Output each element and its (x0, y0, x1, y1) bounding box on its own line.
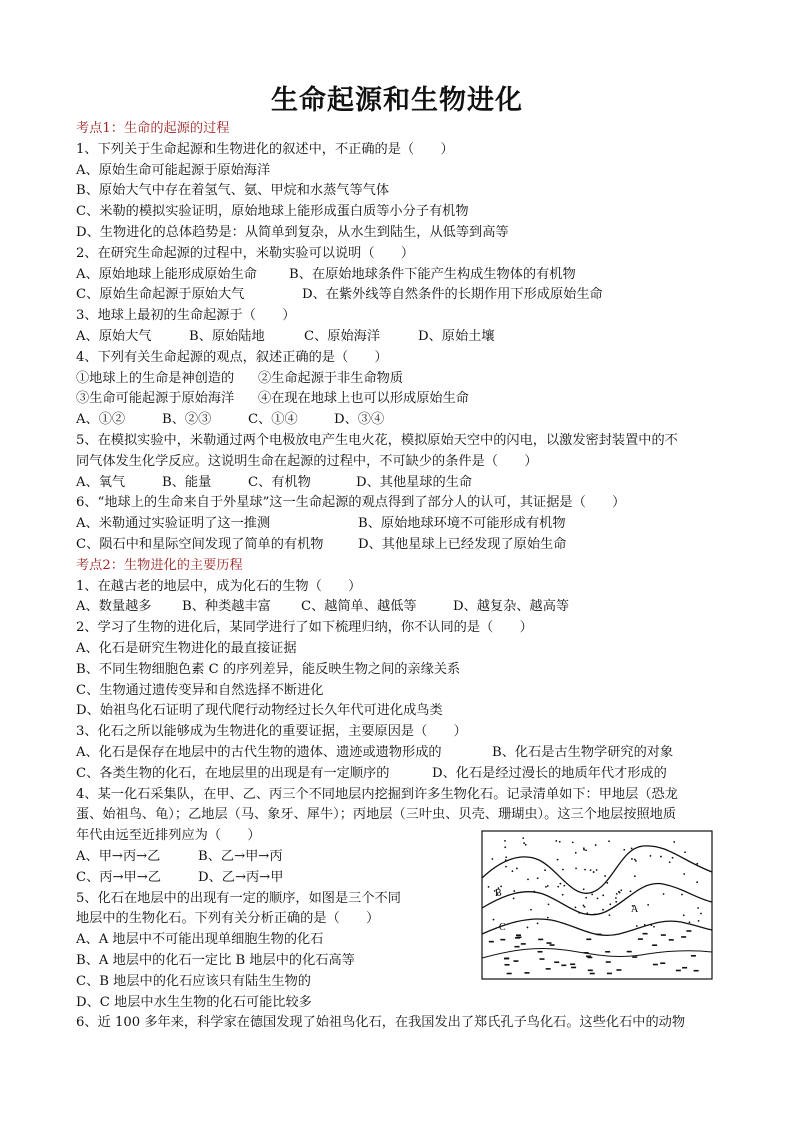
fossil-mark (504, 958, 509, 960)
answer-option: B、乙→甲→丙 (198, 849, 283, 864)
answer-option: A、甲→丙→乙 (76, 849, 161, 864)
question-line: 年代由远至近排列应为（ ） (76, 828, 261, 844)
fossil-mark (538, 951, 543, 953)
fossil-mark (627, 951, 632, 953)
answer-option: D、其他星球的生命 (356, 474, 473, 490)
fossil-mark (572, 841, 574, 843)
fossil-mark (588, 970, 593, 972)
fossil-mark (583, 888, 585, 890)
fossil-mark (608, 840, 610, 842)
answer-option: ③生命可能起源于原始海洋 (76, 391, 235, 407)
fossil-mark (623, 849, 625, 851)
fossil-mark (515, 946, 520, 948)
fossil-mark (545, 886, 547, 888)
question-line: C、生物通过遗传变异和自然选择不断进化 (76, 682, 324, 698)
fossil-mark (504, 846, 506, 848)
question-line: 同气体发生化学反应。这说明生命在起源的过程中，不可缺少的条件是（ ） (76, 453, 538, 469)
fossil-mark (527, 927, 529, 929)
fossil-mark (672, 857, 674, 859)
fossil-mark (583, 849, 585, 851)
fossil-mark (504, 840, 506, 842)
fossil-mark (700, 913, 702, 915)
question-line: D、C 地层中水生生物的化石可能比较多 (76, 994, 312, 1010)
fossil-mark (596, 869, 598, 871)
label-b: B (495, 888, 502, 899)
fossil-mark (584, 906, 586, 908)
fossil-mark (697, 907, 699, 909)
fossil-mark (561, 965, 566, 967)
fossil-mark (682, 967, 687, 969)
fossil-mark (516, 934, 521, 936)
fossil-mark (604, 875, 606, 877)
strata-figure (481, 830, 713, 980)
fossil-mark (500, 939, 505, 941)
fossil-mark (555, 840, 557, 842)
fossil-mark (636, 925, 638, 927)
fossil-mark (583, 905, 585, 907)
question-line: 1、在越古老的地层中，成为化石的生物（ ） (76, 578, 362, 594)
fossil-mark (681, 894, 683, 896)
fossil-mark (538, 939, 543, 941)
question-line: 4、下列有关生命起源的观点，叙述正确的是（ ） (76, 349, 388, 365)
fossil-mark (562, 869, 564, 871)
answer-option: D、③④ (334, 412, 385, 428)
answer-option: ④在现在地球上也可以形成原始生命 (258, 391, 469, 407)
fossil-mark (547, 885, 549, 887)
fossil-mark (537, 923, 539, 925)
label-a: A (631, 904, 639, 915)
answer-option: B、能量 (162, 474, 212, 490)
section-heading: 考点2：生物进化的主要历程 (76, 557, 243, 573)
answer-option: C、原始生命起源于原始大气 (76, 287, 245, 303)
fossil-mark (584, 952, 589, 954)
answer-option: D、化石是经过漫长的地质年代才形成的 (432, 765, 667, 781)
fossil-mark (691, 955, 696, 957)
question-line: 5、化石在地层中的出现有一定的顺序，如图是三个不同 (76, 890, 401, 906)
fossil-mark (559, 841, 561, 843)
answer-option: D、越复杂、越高等 (453, 599, 570, 615)
fossil-mark (524, 972, 529, 974)
question-line: C、B 地层中的化石应该只有陆生生物的 (76, 973, 311, 989)
fossil-mark (597, 897, 599, 899)
fossil-mark (650, 855, 652, 857)
answer-option: B、②③ (162, 412, 212, 428)
question-line: D、生物进化的总体趋势是：从简单到复杂，从水生到陆生，从低等到高等 (76, 225, 509, 240)
fossil-mark (522, 837, 524, 839)
question-line: 3、化石之所以能够成为生物进化的重要证据，主要原因是（ ） (76, 724, 467, 740)
question-line: B、A 地层中的化石一定比 B 地层中的化石高等 (76, 953, 355, 968)
fossil-mark (546, 942, 551, 944)
fossil-mark (533, 891, 535, 893)
figure-border (482, 831, 712, 979)
fossil-mark (615, 897, 617, 899)
fossil-mark (505, 866, 507, 868)
fossil-mark (595, 844, 597, 846)
fossil-mark (562, 894, 564, 896)
question-line: 蛋、始祖鸟、龟）；乙地层（马、象牙、犀牛）；丙地层（三叶虫、贝壳、珊瑚虫）。这三个地层按照地质 (76, 807, 677, 823)
fossil-mark (489, 941, 494, 943)
fossil-mark (647, 904, 649, 906)
question-line: B、不同生物细胞色素 C 的序列差异，能反映生物之间的亲缘关系 (76, 661, 461, 677)
fossil-mark (527, 878, 529, 880)
fossil-mark (546, 968, 551, 970)
answer-option: C、有机物 (248, 474, 311, 490)
fossil-mark (525, 844, 527, 846)
answer-option: C、丙→甲→乙 (76, 869, 161, 885)
answer-option: C、①④ (248, 412, 298, 428)
fossil-mark (651, 924, 653, 926)
question-line: B、原始大气中存在着氢气、氨、甲烷和水蒸气等气体 (76, 183, 390, 199)
fossil-mark (681, 936, 686, 938)
fossil-mark (634, 859, 636, 861)
question-line: 4、某一化石采集队，在甲、乙、丙三个不同地层内挖掘到许多生物化石。记录清单如下：甲地层（恐龙 (76, 786, 678, 802)
answer-option: A、①② (76, 412, 126, 428)
fossil-mark (516, 868, 518, 870)
fossil-mark (537, 877, 539, 879)
fossil-mark (653, 926, 655, 928)
answer-option: A、原始地球上能形成原始生命 (76, 266, 257, 282)
fossil-mark (631, 848, 633, 850)
answer-option: C、越简单、越低等 (301, 599, 417, 615)
question-line: C、米勒的模拟实验证明，原始地球上能形成蛋白质等小分子有机物 (76, 204, 469, 220)
fossil-mark (594, 913, 596, 915)
fossil-mark (660, 856, 662, 858)
fossil-mark (586, 912, 588, 914)
fossil-mark (632, 956, 637, 958)
fossil-mark (512, 870, 514, 872)
fossil-mark (505, 859, 507, 861)
fossil-mark (630, 890, 632, 892)
question-line: A、化石是研究生物进化的最直接证据 (76, 641, 297, 656)
section-heading: 考点1：生命的起源的过程 (76, 121, 230, 136)
fossil-mark (575, 906, 577, 908)
answer-option: A、数量越多 (76, 599, 152, 615)
answer-option: D、原始土壤 (418, 329, 495, 344)
fossil-mark (653, 964, 658, 966)
fossil-mark (615, 901, 617, 903)
fossil-mark (609, 914, 611, 916)
question-line: 5、在模拟实验中，米勒通过两个电极放电产生电火花，模拟原始天空中的闪电，以激发密封装置中的不 (76, 433, 678, 448)
fossil-mark (593, 871, 595, 873)
fossil-mark (661, 934, 666, 936)
question-line: 2、在研究生命起源的过程中，米勒实验可以说明（ ） (76, 245, 415, 261)
fossil-mark (696, 881, 698, 883)
fossil-mark (684, 851, 686, 853)
fossil-mark (516, 936, 521, 938)
fossil-mark (563, 885, 565, 887)
answer-option: B、化石是古生物学研究的对象 (492, 745, 674, 760)
fossil-mark (591, 893, 593, 895)
fossil-mark (606, 961, 611, 963)
answer-option: B、原始陆地 (189, 329, 265, 344)
fossil-mark (493, 919, 495, 921)
fossil-mark (673, 841, 675, 843)
answer-option: D、在紫外线等自然条件的长期作用下形成原始生命 (302, 287, 603, 303)
question-line: D、始祖鸟化石证明了现代爬行动物经过长久年代可进化成鸟类 (76, 703, 443, 719)
fossil-mark (500, 885, 502, 887)
fossil-mark (616, 893, 618, 895)
answer-option: A、米勒通过实验证明了这一推测 (76, 516, 271, 532)
fossil-mark (586, 938, 591, 940)
fossil-mark (570, 963, 575, 965)
fossil-mark (638, 938, 643, 940)
question-line: A、原始生命可能起源于原始海洋 (76, 162, 271, 178)
fossil-mark (571, 967, 576, 969)
fossil-mark (578, 912, 580, 914)
fossil-mark (585, 849, 587, 851)
fossil-mark (686, 930, 691, 932)
fossil-mark (505, 856, 507, 858)
fossil-mark (602, 894, 604, 896)
fossil-mark (694, 970, 699, 972)
fossil-mark (683, 873, 685, 875)
fossil-mark (618, 891, 620, 893)
fossil-mark (547, 917, 549, 919)
answer-option: B、在原始地球条件下能产生构成生物体的有机物 (289, 266, 576, 282)
fossil-mark (602, 909, 604, 911)
fossil-mark (620, 889, 622, 891)
fossil-mark (643, 933, 648, 935)
question-line: A、A 地层中不可能出现单细胞生物的化石 (76, 932, 324, 948)
fossil-mark (559, 883, 561, 885)
fossil-mark (696, 863, 698, 865)
fossil-mark (616, 969, 621, 971)
fossil-mark (513, 890, 515, 892)
question-line: 3、地球上最初的生命起源于（ ） (76, 308, 296, 324)
fossil-mark (609, 903, 611, 905)
fossil-mark (590, 869, 592, 871)
fossil-mark (635, 860, 637, 862)
answer-option: D、其他星球上已经发现了原始生命 (358, 537, 567, 552)
fossil-mark (663, 893, 665, 895)
question-line: 地层中的生物化石。下列有关分析正确的是（ ） (76, 911, 380, 927)
fossil-mark (689, 921, 691, 923)
fossil-mark (585, 897, 587, 899)
question-line: 6、“地球上的生命来自于外星球”这一生命起源的观点得到了部分人的认可，其证据是（ ） (76, 495, 626, 511)
fossil-mark (644, 924, 646, 926)
fossil-mark (530, 909, 532, 911)
fossil-mark (634, 875, 636, 877)
fossil-mark (584, 869, 586, 871)
fossil-mark (683, 914, 685, 916)
fossil-mark (586, 955, 591, 957)
fossil-mark (488, 886, 490, 888)
answer-option: ①地球上的生命是神创造的 (76, 370, 235, 386)
fossil-mark (590, 973, 595, 975)
fossil-mark (607, 973, 612, 975)
answer-option: ②生命起源于非生命物质 (258, 370, 404, 386)
fossil-mark (606, 882, 608, 884)
question-line: 2、学习了生物的进化后，某同学进行了如下梳理归纳，你不认同的是（ ） (76, 620, 533, 636)
fossil-mark (596, 934, 601, 936)
fossil-mark (660, 962, 665, 964)
answer-option: D、乙→丙→甲 (198, 869, 284, 885)
fossil-mark (575, 867, 577, 869)
label-c: C (499, 922, 506, 933)
fossil-mark (557, 859, 559, 861)
fossil-mark (652, 944, 657, 946)
fossil-mark (548, 904, 550, 906)
fossil-mark (631, 858, 633, 860)
fossil-mark (523, 842, 525, 844)
answer-option: C、陨石中和星际空间发现了简单的有机物 (76, 537, 324, 552)
answer-option: C、原始海洋 (304, 329, 381, 344)
fossil-mark (505, 964, 510, 966)
answer-option: B、种类越丰富 (182, 599, 271, 615)
fossil-mark (507, 973, 512, 975)
fossil-mark (513, 898, 515, 900)
fossil-mark (550, 944, 555, 946)
fossil-mark (521, 943, 526, 945)
fossil-mark (669, 861, 671, 863)
fossil-mark (698, 920, 700, 922)
answer-option: A、氧气 (76, 474, 126, 490)
page-title: 生命起源和生物进化 (271, 85, 523, 116)
fossil-mark (575, 852, 577, 854)
fossil-mark (605, 951, 610, 953)
answer-option: B、原始地球环境不可能形成有机物 (358, 516, 566, 532)
fossil-mark (544, 869, 546, 871)
question-line: 6、近 100 多年来，科学家在德国发现了始祖鸟化石，在我国发出了郑氏孔子鸟化石。这些化石中的动物 (76, 1015, 686, 1031)
fossil-mark (554, 961, 559, 963)
fossil-mark (669, 939, 674, 941)
fossil-mark (676, 970, 681, 972)
fossil-mark (513, 960, 518, 962)
question-line: 1、下列关于生命起源和生物进化的叙述中，不正确的是（ ） (76, 141, 454, 157)
answer-option: C、各类生物的化石，在地层里的出现是有一定顺序的 (76, 765, 390, 781)
answer-option: A、化石是保存在地层中的古代生物的遗体、遗迹或遗物形成的 (76, 745, 442, 760)
fossil-mark (491, 858, 493, 860)
answer-option: A、原始大气 (76, 329, 152, 344)
fossil-mark (540, 958, 545, 960)
fossil-mark (557, 886, 559, 888)
